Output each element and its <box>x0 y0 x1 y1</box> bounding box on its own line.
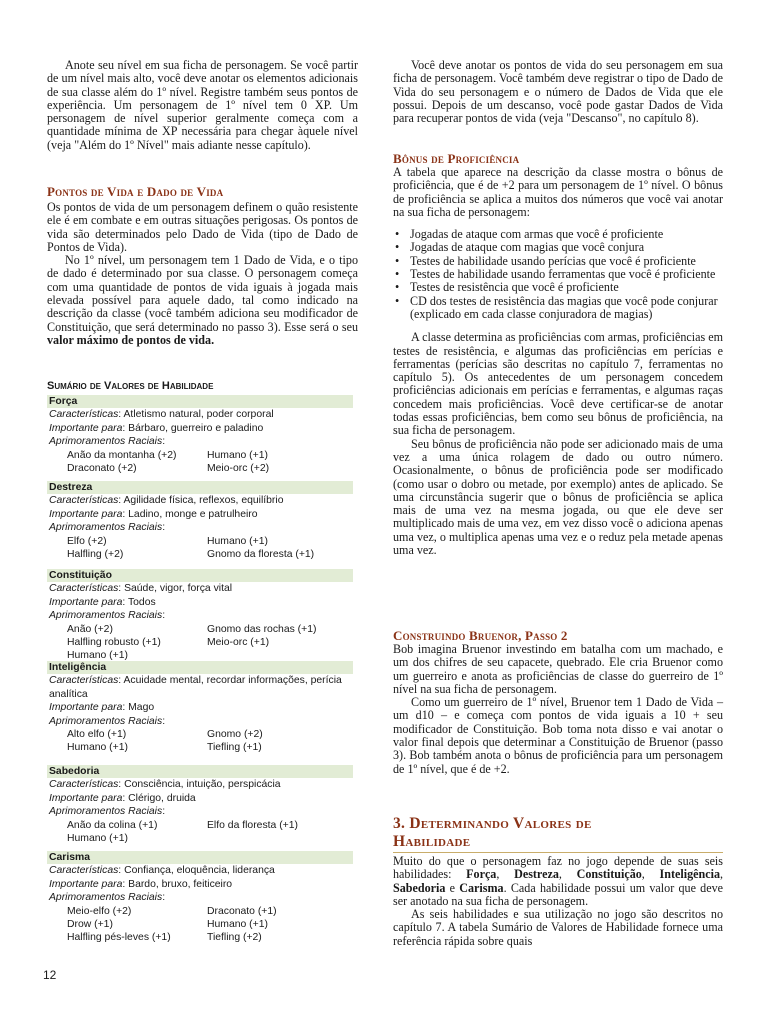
ability-important: Importante para: Mago <box>49 702 155 714</box>
hp-paragraph-2: No 1º nível, um personagem tem 1 Dado de Vida, e o tipo de dado é determinado por sua classe. O personagem começa com uma quantidade de pontos de vida iguais à jogada mais elevada possível para aquele dado, tal como indicado na descrição da classe (você também adiciona seu modificador de Constituição, que será determinado no passo 3). Esse será o seu valor máximo de pontos de vida. <box>47 253 358 347</box>
race-row: Halfling pés-leves (+1) Tiefling (+2) <box>67 932 262 944</box>
race-row: Draconato (+2) Meio-orc (+2) <box>67 463 270 475</box>
hp-record-block <box>393 59 723 125</box>
ability-racial-label: Aprimoramentos Raciais: <box>49 522 166 534</box>
proficiency-paragraph-2: A classe determina as proficiências com armas, proficiências em testes de resistência, e algumas das proficiências em perícias e ferramentas (perícias são descritas no capítulo 7, ferramentas no capítulo 5). Os antecedentes de um personagem concedem proficiências adicionais em perícias e ferramentas, e algumas raças concedem mais proficiências. Você deve certificar-se de anotar todas essas proficiências, bem como seu bônus de proficiência, na sua ficha de personagem. <box>393 330 723 438</box>
summary-title-text: Sumário de Valores de Habilidade <box>47 380 214 392</box>
ability-important: Importante para: Bárbaro, guerreiro e paladino <box>49 422 264 434</box>
intro-paragraph: Anote seu nível em sua ficha de personagem. Se você partir de um nível mais alto, você deve anotar os elementos adicionais de sua classe além do 1º nível. Registre também seus pontos de experiência. Um personagem de 1º nível tem 0 XP. Um personagem de nível superior geralmente começa com a quantidade mínima de XP necessária para chegar àquele nível (veja "Além do 1º Nível" mais adiante nesse capítulo). <box>47 58 358 152</box>
ability-characteristics-cont: analítica <box>49 688 88 700</box>
ability-important: Importante para: Todos <box>49 596 156 608</box>
bruenor-paragraph-1: Bob imagina Bruenor investindo em batalha com um machado, e um dos chifres de seu capacete, quebrado. Ele cria Bruenor como um guerreiro e anota as proficiências de classe do guerreiro de 1º nível na sua ficha de personagem. <box>393 642 723 696</box>
bruenor-heading: Construindo Bruenor, Passo 2 <box>393 628 568 643</box>
ability-characteristics: Características: Saúde, vigor, força vital <box>49 583 233 595</box>
ability-section <box>393 815 723 948</box>
race-row: Anão da montanha (+2) Humano (+1) <box>67 449 268 461</box>
hp-paragraph-1: Os pontos de vida de um personagem definem o quão resistente ele é em combate e em outras situações perigosas. Os pontos de vida são determinados pelo Dado de Vida (tipo de Dado de Pontos de Vida). <box>47 200 358 254</box>
ability-important: Importante para: Bardo, bruxo, feiticeiro <box>49 878 233 890</box>
race-row: Anão da colina (+1) Elfo da floresta (+1) <box>67 819 298 831</box>
ability-block-intelligence <box>47 661 353 755</box>
hp-heading: Pontos de Vida e Dado de Vida <box>47 184 224 199</box>
ability-important: Importante para: Clérigo, druida <box>49 792 196 804</box>
ability-racial-label: Aprimoramentos Raciais: <box>49 610 166 622</box>
race-row: Drow (+1) Humano (+1) <box>67 919 268 931</box>
proficiency-section <box>393 151 723 557</box>
ability-paragraph-1: Muito do que o personagem faz no jogo depende de suas seis habilidades: Força, Destreza, Constituição, Inteligência, Sabedoria e Carisma. Cada habilidade possui um valor que deve ser anotado na sua ficha de personagem. <box>393 854 724 908</box>
bullet-item: • Jogadas de ataque com armas que você é proficiente <box>393 228 723 241</box>
ability-name: Força <box>47 395 353 408</box>
ability-characteristics: Características: Atletismo natural, poder corporal <box>49 409 274 421</box>
bullet-item: • Testes de habilidade usando perícias que você é proficiente <box>393 255 723 268</box>
ability-important: Importante para: Ladino, monge e patrulheiro <box>49 508 258 520</box>
ability-name: Destreza <box>47 481 353 494</box>
ability-characteristics: Características: Agilidade física, reflexos, equilíbrio <box>49 495 284 507</box>
ability-block-constitution <box>47 569 353 663</box>
ability-block-strength <box>47 395 353 475</box>
bruenor-paragraph-2: Como um guerreiro de 1º nível, Bruenor tem 1 Dado de Vida – um d10 – e começa com pontos de vida iguais a 10 + seu modificador de Constituição. Bob toma nota disso e vai anotar o valor final depois que determinar a Constituição de Bruenor (passo 3). Bob também anota o bônus de proficiência para um personagem de 1º nível, que é de +2. <box>393 695 723 776</box>
proficiency-paragraph-3: Seu bônus de proficiência não pode ser adicionado mais de uma vez a uma única rolagem de dado ou outro número. Ocasionalmente, o bônus de proficiência pode ser modificado (como usar o dobro ou metade, por exemplo) antes de aplicado. Se uma circunstância sugerir que o bônus de proficiência se aplica mais de uma vez na mesma jogada, ou que ele deve ser multiplicado mais de uma vez, em vez disso você o adiciona apenas uma vez, o multiplica apenas uma vez e o reduz pela metade apenas uma vez. <box>393 436 723 558</box>
ability-block-charisma <box>47 851 353 945</box>
bullet-item: • CD dos testes de resistência das magias que você pode conjurar (explicado em cada classe conjuradora de magias) <box>393 295 723 322</box>
ability-racial-label: Aprimoramentos Raciais: <box>49 436 166 448</box>
ability-racial-label: Aprimoramentos Raciais: <box>49 806 166 818</box>
race-row: Humano (+1) <box>67 833 128 845</box>
ability-paragraph-2: As seis habilidades e sua utilização no jogo são descritos no capítulo 7. A tabela Sumário de Valores de Habilidade fornece uma referência rápida sobre quais <box>393 907 723 948</box>
ability-name: Sabedoria <box>47 765 353 778</box>
ability-name: Inteligência <box>47 661 353 674</box>
bullet-item: • Jogadas de ataque com magias que você conjura <box>393 241 723 254</box>
ability-characteristics: Características: Acuidade mental, recordar informações, perícia <box>49 675 342 687</box>
page-number: 12 <box>43 968 57 982</box>
bruenor-section <box>393 628 723 776</box>
ability-block-wisdom <box>47 765 353 845</box>
proficiency-bullets <box>393 228 723 321</box>
hp-record-paragraph: Você deve anotar os pontos de vida do seu personagem em sua ficha de personagem. Você também deve registrar o tipo de Dado de Vida do seu personagem e o número de Dados de Vida que ele possui. Depois de um descanso, você pode gastar Dados de Vida para recuperar pontos de vida (veja "Descanso", no capítulo 8). <box>393 58 723 126</box>
race-row: Alto elfo (+1) Gnomo (+2) <box>67 729 263 741</box>
section-heading: 3. Determinando Valores de Habilidade <box>393 815 723 853</box>
ability-characteristics: Características: Consciência, intuição, perspicácia <box>49 779 281 791</box>
race-row: Halfling (+2) Gnomo da floresta (+1) <box>67 549 315 561</box>
race-row: Halfling robusto (+1) Meio-orc (+1) <box>67 637 270 649</box>
proficiency-paragraph-1: A tabela que aparece na descrição da classe mostra o bônus de proficiência, que é de +2 para um personagem de 1º nível. O bônus de proficiência se aplica a muitos dos números que você vai anotar na sua ficha de personagem: <box>393 165 723 219</box>
ability-name: Carisma <box>47 851 353 864</box>
ability-name: Constituição <box>47 569 353 582</box>
race-row: Humano (+1) <box>67 650 128 662</box>
summary-title <box>47 380 358 392</box>
hp-max-bold: valor máximo de pontos de vida. <box>47 332 215 347</box>
ability-block-dexterity <box>47 481 353 561</box>
ability-characteristics: Características: Confiança, eloquência, liderança <box>49 865 275 877</box>
ability-racial-label: Aprimoramentos Raciais: <box>49 892 166 904</box>
intro-paragraph-block <box>47 59 358 152</box>
hp-section <box>47 184 358 347</box>
race-row: Meio-elfo (+2) Draconato (+1) <box>67 905 277 917</box>
proficiency-heading: Bônus de Proficiência <box>393 151 520 166</box>
bullet-item: • Testes de habilidade usando ferramentas que você é proficiente <box>393 268 723 281</box>
bullet-item: • Testes de resistência que você é proficiente <box>393 281 723 294</box>
race-row: Humano (+1) Tiefling (+1) <box>67 742 262 754</box>
race-row: Elfo (+2) Humano (+1) <box>67 535 268 547</box>
ability-racial-label: Aprimoramentos Raciais: <box>49 715 166 727</box>
race-row: Anão (+2) Gnomo das rochas (+1) <box>67 623 317 635</box>
